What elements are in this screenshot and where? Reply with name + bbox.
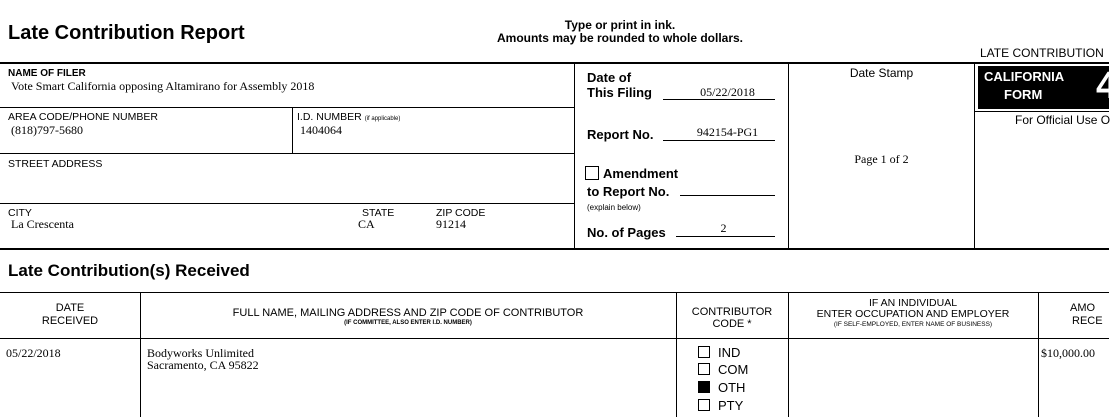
amendment-checkbox[interactable] bbox=[585, 166, 599, 180]
zip-value[interactable]: 91214 bbox=[436, 217, 466, 231]
top-border bbox=[0, 62, 1109, 64]
header-occupation-sub: (IF SELF-EMPLOYED, ENTER NAME OF BUSINESS) bbox=[833, 321, 993, 328]
code-com-checkbox[interactable] bbox=[698, 363, 710, 375]
table-top-border bbox=[0, 292, 1109, 293]
divider-phone-id bbox=[292, 108, 293, 153]
state-label: STATE bbox=[362, 207, 395, 219]
id-number-value[interactable]: 1404064 bbox=[300, 123, 342, 137]
date-stamp-label: Date Stamp bbox=[849, 66, 914, 80]
filer-row-line-3 bbox=[0, 203, 574, 204]
city-label: CITY bbox=[8, 207, 32, 219]
instructions-line-2: Amounts may be rounded to whole dollars. bbox=[496, 31, 744, 45]
report-no-label: Report No. bbox=[587, 127, 654, 142]
row-contributor-line-1[interactable]: Bodyworks Unlimited bbox=[147, 346, 254, 360]
code-ind-checkbox[interactable] bbox=[698, 346, 710, 358]
phone-value[interactable]: (818)797-5680 bbox=[11, 123, 83, 137]
pages-label: No. of Pages bbox=[587, 225, 666, 240]
amendment-report-label: to Report No. bbox=[587, 184, 670, 199]
city-value[interactable]: La Crescenta bbox=[11, 217, 74, 231]
form-name-right: LATE CONTRIBUTION bbox=[980, 46, 1104, 60]
id-number-note: (if applicable) bbox=[364, 116, 401, 122]
pages-underline bbox=[676, 236, 775, 237]
official-row-line bbox=[975, 111, 1109, 112]
col-divider-4 bbox=[1038, 292, 1039, 417]
badge-line-1: CALIFORNIA bbox=[984, 69, 1065, 84]
date-of-filing-underline bbox=[663, 99, 775, 100]
report-no-value[interactable]: 942154-PG1 bbox=[696, 125, 759, 139]
id-number-label-text: I.D. NUMBER bbox=[297, 111, 362, 123]
street-label: STREET ADDRESS bbox=[8, 158, 103, 170]
code-com-label: COM bbox=[718, 362, 749, 377]
header-contributor: FULL NAME, MAILING ADDRESS AND ZIP CODE OF CONTRIBUTOR bbox=[232, 307, 584, 319]
official-use-label: For Official Use O bbox=[1015, 113, 1111, 127]
phone-label: AREA CODE/PHONE NUMBER bbox=[8, 111, 158, 123]
row-date[interactable]: 05/22/2018 bbox=[6, 346, 61, 360]
divider-stamp-official bbox=[974, 63, 975, 249]
code-oth-label: OTH bbox=[718, 380, 746, 395]
header-date-1: DATE bbox=[55, 302, 85, 314]
header-amount-2: RECE bbox=[1072, 315, 1103, 327]
header-occupation-2: ENTER OCCUPATION AND EMPLOYER bbox=[816, 308, 1010, 320]
header-amount-1: AMO bbox=[1070, 302, 1096, 314]
section-title: Late Contribution(s) Received bbox=[8, 261, 250, 280]
divider-filer-filing bbox=[574, 63, 575, 249]
code-pty-checkbox[interactable] bbox=[698, 399, 710, 411]
filer-row-line-1 bbox=[0, 107, 574, 108]
date-of-filing-label-2: This Filing bbox=[587, 85, 652, 100]
date-of-filing-label-1: Date of bbox=[587, 70, 632, 85]
page-title: Late Contribution Report bbox=[8, 22, 245, 44]
filer-name-value[interactable]: Vote Smart California opposing Altamirano for Assembly 2018 bbox=[11, 79, 315, 93]
date-of-filing-value[interactable]: 05/22/2018 bbox=[700, 85, 755, 99]
code-pty-label: PTY bbox=[718, 398, 744, 413]
report-no-underline bbox=[663, 140, 775, 141]
code-ind-label: IND bbox=[718, 345, 741, 360]
filer-row-line-2 bbox=[0, 153, 574, 154]
zip-label: ZIP CODE bbox=[436, 207, 486, 219]
header-code-2: CODE * bbox=[712, 318, 752, 330]
filer-name-label: NAME OF FILER bbox=[8, 68, 86, 79]
header-date-2: RECEIVED bbox=[41, 315, 99, 327]
row-contributor-line-2[interactable]: Sacramento, CA 95822 bbox=[147, 358, 259, 372]
header-occupation-1: IF AN INDIVIDUAL bbox=[868, 297, 958, 309]
california-form-badge bbox=[978, 65, 1117, 109]
form-bottom-border bbox=[0, 248, 1109, 250]
header-contributor-sub: (IF COMMITTEE, ALSO ENTER I.D. NUMBER) bbox=[344, 320, 472, 326]
instructions-line-1: Type or print in ink. bbox=[564, 18, 676, 32]
badge-number: 4 bbox=[1096, 65, 1117, 107]
explain-note: (explain below) bbox=[587, 203, 641, 212]
badge-line-2: FORM bbox=[1004, 87, 1043, 102]
table-header-bottom bbox=[0, 338, 1109, 339]
state-value[interactable]: CA bbox=[358, 217, 375, 231]
pages-value[interactable]: 2 bbox=[720, 221, 727, 235]
page-count-text: Page 1 of 2 bbox=[854, 152, 909, 166]
header-code-1: CONTRIBUTOR bbox=[691, 306, 773, 318]
row-amount[interactable]: $10,000.00 bbox=[1041, 346, 1095, 360]
amendment-label: Amendment bbox=[603, 166, 679, 181]
code-oth-checkbox[interactable] bbox=[698, 381, 710, 393]
amendment-underline bbox=[680, 195, 775, 196]
